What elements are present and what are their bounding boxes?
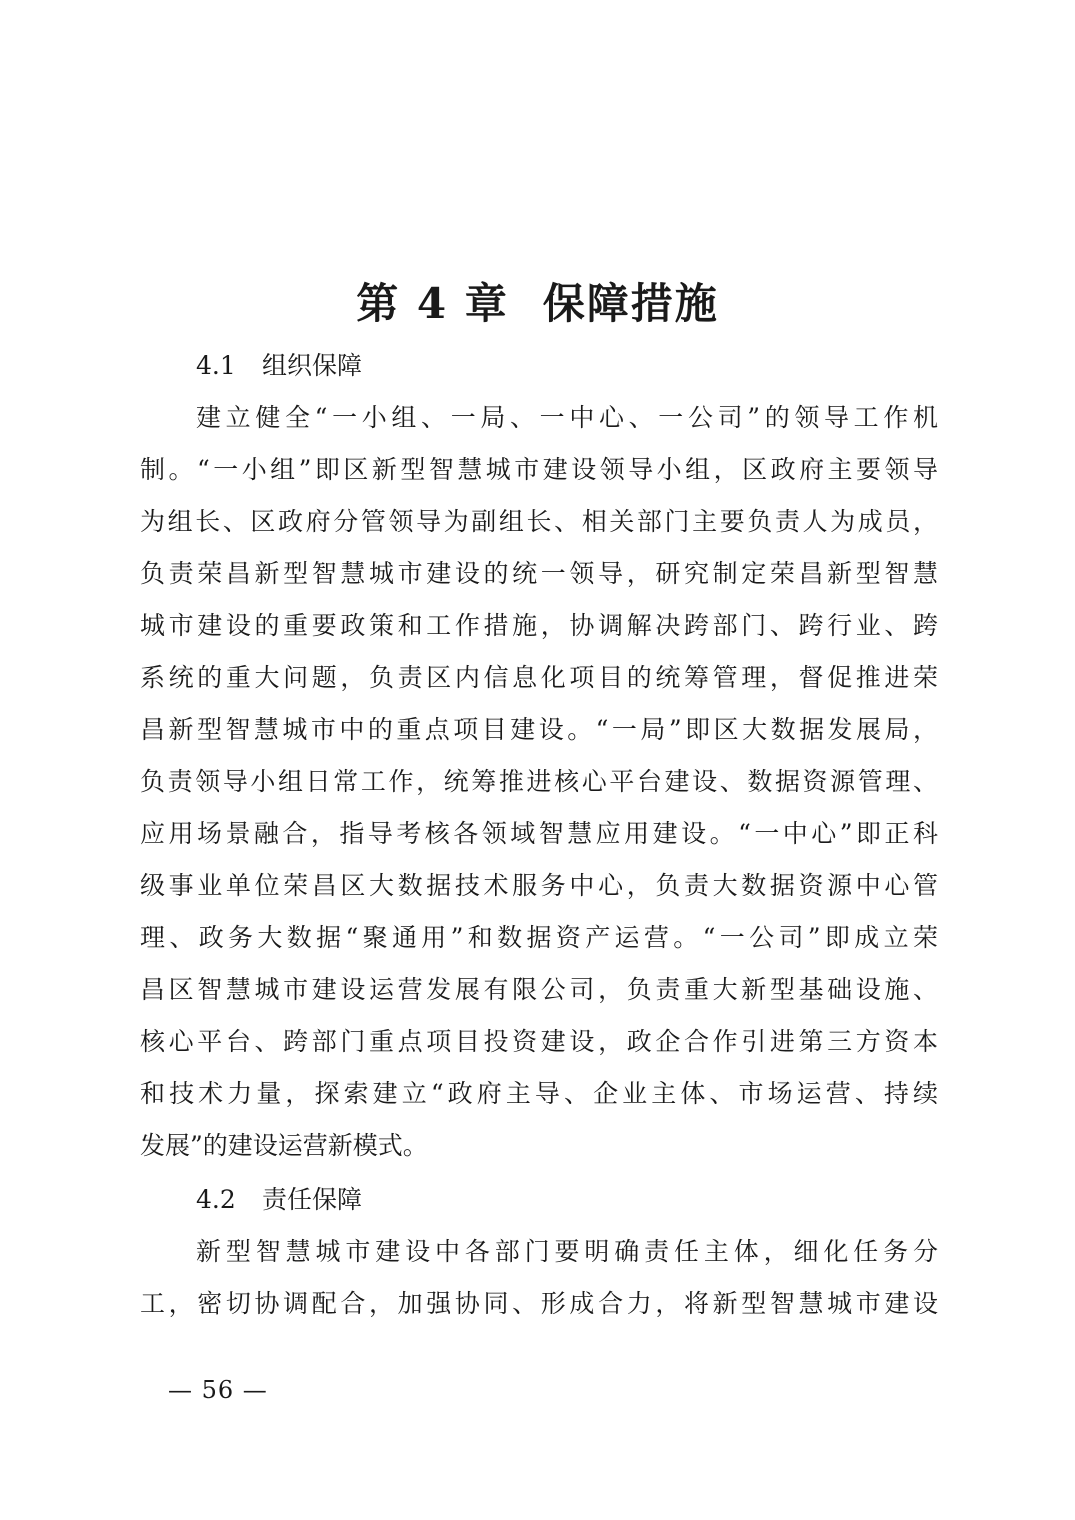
section-heading-4-2	[196, 1180, 362, 1220]
paragraph-line: 负责领导小组日常工作，统筹推进核心平台建设、数据资源管理、	[140, 767, 938, 796]
paragraph-line: 工，密切协调配合，加强协同、形成合力，将新型智慧城市建设	[140, 1289, 938, 1318]
section-title: 责任保障	[262, 1185, 363, 1214]
chapter-title	[0, 274, 1075, 334]
paragraph-line: 建立健全“一小组、一局、一中心、一公司”的领导工作机	[196, 403, 938, 432]
paragraph-line: 核心平台、跨部门重点项目投资建设，政企合作引进第三方资本	[140, 1027, 938, 1056]
paragraph-line: 应用场景融合，指导考核各领域智慧应用建设。“一中心”即正科	[140, 819, 938, 848]
paragraph-line: 系统的重大问题，负责区内信息化项目的统筹管理，督促推进荣	[140, 663, 938, 692]
page-number: — 56 —	[168, 1376, 268, 1404]
chapter-number: 第 4 章	[356, 279, 509, 329]
paragraph-line: 发展”的建设运营新模式。	[140, 1131, 428, 1160]
section-number: 4.2	[196, 1185, 236, 1214]
paragraph-line: 为组长、区政府分管领导为副组长、相关部门主要负责人为成员，	[140, 507, 938, 536]
paragraph-line: 制。“一小组”即区新型智慧城市建设领导小组，区政府主要领导	[140, 455, 938, 484]
paragraph-line: 负责荣昌新型智慧城市建设的统一领导，研究制定荣昌新型智慧	[140, 559, 938, 588]
paragraph-line: 和技术力量，探索建立“政府主导、企业主体、市场运营、持续	[140, 1079, 938, 1108]
paragraph-line: 级事业单位荣昌区大数据技术服务中心，负责大数据资源中心管	[140, 871, 938, 900]
paragraph-line: 城市建设的重要政策和工作措施，协调解决跨部门、跨行业、跨	[140, 611, 938, 640]
paragraph-line: 昌新型智慧城市中的重点项目建设。“一局”即区大数据发展局，	[140, 715, 938, 744]
chapter-title-text: 保障措施	[542, 279, 719, 329]
paragraph-line: 理、政务大数据“聚通用”和数据资产运营。“一公司”即成立荣	[140, 923, 938, 952]
paragraph-line: 新型智慧城市建设中各部门要明确责任主体，细化任务分	[196, 1237, 938, 1266]
section-number: 4.1	[196, 351, 236, 380]
section-heading-4-1	[196, 346, 362, 386]
paragraph-line: 昌区智慧城市建设运营发展有限公司，负责重大新型基础设施、	[140, 975, 938, 1004]
section-title: 组织保障	[262, 351, 363, 380]
